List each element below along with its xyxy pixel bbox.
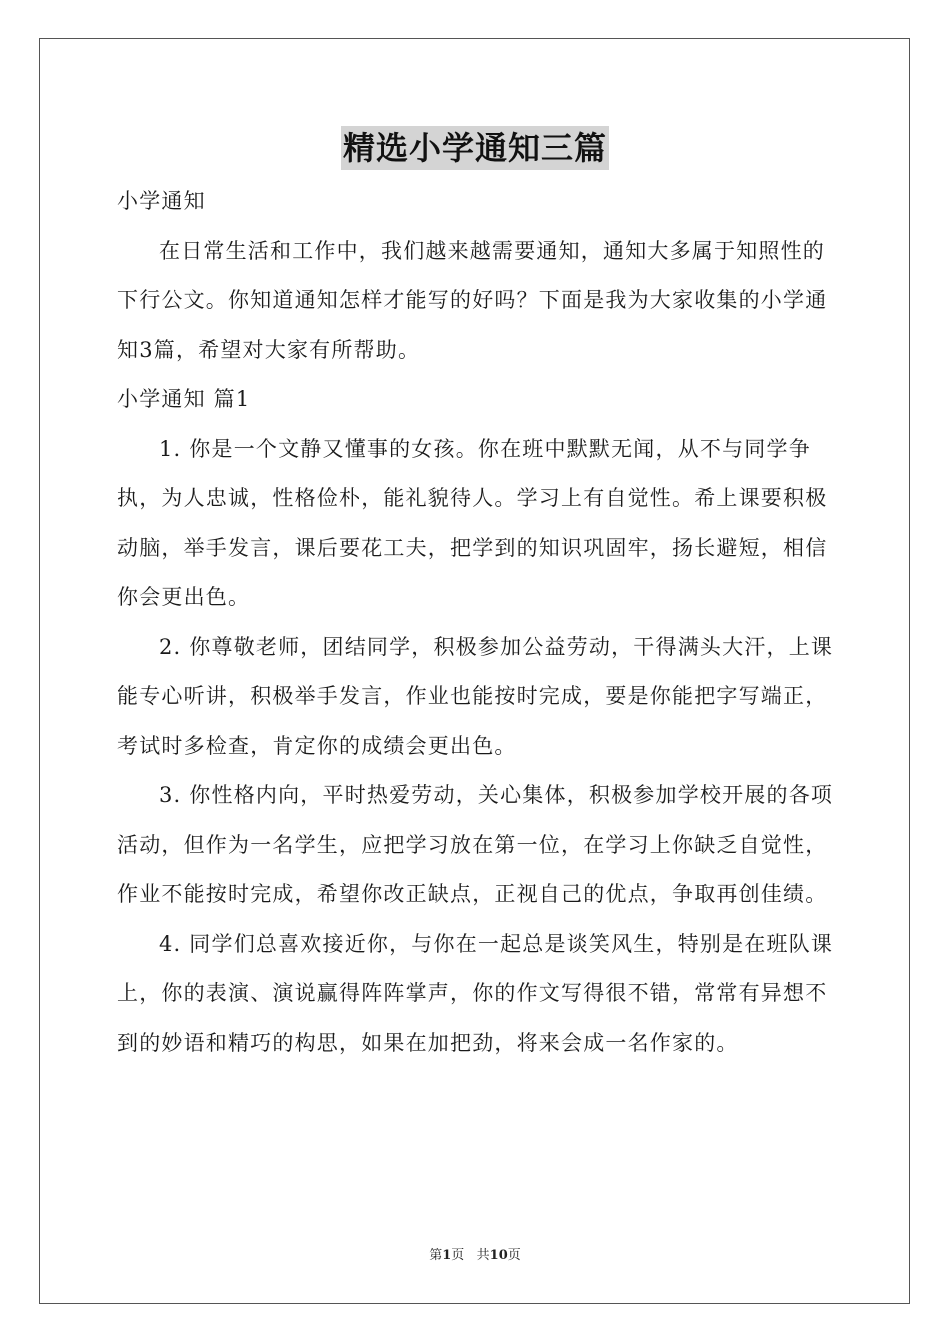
footer-total-pages: 10	[489, 1248, 508, 1263]
footer-current-page: 1	[442, 1248, 452, 1263]
document-title: 精选小学通知三篇	[341, 126, 609, 170]
footer-prefix: 第	[429, 1248, 443, 1263]
section-heading: 小学通知	[117, 189, 206, 213]
list-item: 2. 你尊敬老师，团结同学，积极参加公益劳动，干得满头大汗，上课能专心听讲，积极举手发言，作业也能按时完成，要是你能把字写端正，考试时多检查，肯定你的成绩会更出色。	[117, 634, 834, 758]
document-body	[117, 177, 837, 1068]
title-container	[0, 126, 950, 170]
page-footer	[0, 1247, 950, 1265]
footer-suffix: 页	[507, 1248, 521, 1263]
part-heading: 小学通知 篇1	[117, 387, 251, 411]
intro-paragraph: 在日常生活和工作中，我们越来越需要通知，通知大多属于知照性的下行公文。你知道通知怎样才能写的好吗？下面是我为大家收集的小学通知3篇，希望对大家有所帮助。	[117, 238, 828, 362]
list-item: 4. 同学们总喜欢接近你，与你在一起总是谈笑风生，特别是在班队课上，你的表演、演说赢得阵阵掌声，你的作文写得很不错，常常有异想不到的妙语和精巧的构思，如果在加把劲，将来会成一名作家的。	[117, 931, 834, 1055]
footer-mid: 页 共	[451, 1248, 490, 1263]
list-item: 3. 你性格内向，平时热爱劳动，关心集体，积极参加学校开展的各项活动，但作为一名学生，应把学习放在第一位，在学习上你缺乏自觉性，作业不能按时完成，希望你改正缺点，正视自己的优点，争取再创佳绩。	[117, 783, 834, 906]
list-item: 1. 你是一个文静又懂事的女孩。你在班中默默无闻，从不与同学争执，为人忠诚，性格俭朴，能礼貌待人。学习上有自觉性。希上课要积极动脑，举手发言，课后要花工夫，把学到的知识巩固牢，扬长避短，相信你会更出色。	[117, 436, 828, 609]
